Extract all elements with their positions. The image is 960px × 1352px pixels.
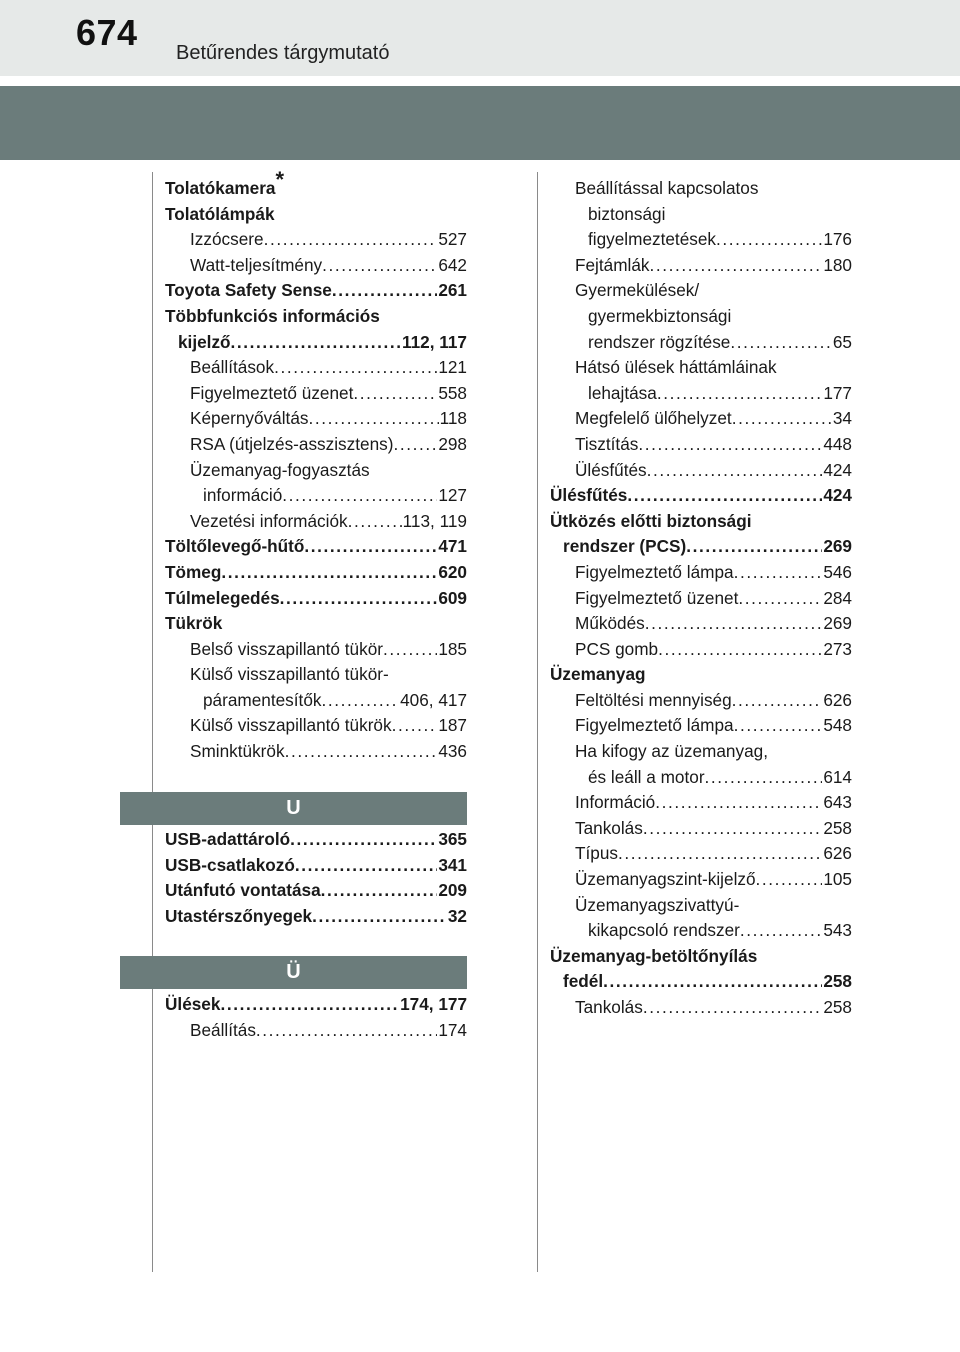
index-heading: Utánfutó vontatása ..... 209 [165,878,467,904]
index-entry: és leáll a motor ..... 614 [550,765,852,791]
index-heading: Túlmelegedés ..... 609 [165,586,467,612]
page-number: 674 [76,12,138,53]
index-entry: Üzemanyagszivattyú- [575,894,740,915]
index-column-left-u [165,827,467,929]
index-heading: USB-adattároló ..... 365 [165,827,467,853]
column-divider-left [152,172,153,1272]
index-heading: Többfunkciós információs [165,305,380,326]
asterisk-mark: * [275,167,285,192]
index-entry: Watt-teljesítmény ..... 642 [165,253,467,279]
index-entry: RSA (útjelzés-asszisztens) ..... 298 [165,432,467,458]
index-heading: USB-csatlakozó ..... 341 [165,853,467,879]
index-entry: Információ ..... 643 [550,790,852,816]
index-entry: Gyermekülések/ [575,280,700,301]
index-entry: kikapcsoló rendszer ..... 543 [550,918,852,944]
index-entry: Fejtámlák ..... 180 [550,253,852,279]
index-entry: Figyelmeztető üzenet ..... 558 [165,381,467,407]
page-title: Betűrendes tárgymutató [176,42,390,64]
index-entry: lehajtása ..... 177 [550,381,852,407]
index-entry: Beállítás ..... 174 [165,1018,467,1044]
index-entry: Belső visszapillantó tükör ..... 185 [165,637,467,663]
index-entry: Külső visszapillantó tükör- [190,664,389,685]
index-heading: Tolatókamera* [165,167,285,198]
index-entry: Beállítással kapcsolatos [575,178,759,198]
index-entry: Tankolás ..... 258 [550,995,852,1021]
index-entry: rendszer rögzítése ..... 65 [550,330,852,356]
index-entry: Vezetési információk ..... 113, 119 [165,509,467,535]
index-heading: Ülések ..... 174, 177 [165,992,467,1018]
index-column-left-uu [165,992,467,1043]
index-entry: Sminktükrök ..... 436 [165,739,467,765]
index-entry: gyermekbiztonsági [588,305,732,326]
index-heading: fedél ..... 258 [550,969,852,995]
index-entry: figyelmeztetések ..... 176 [550,227,852,253]
index-heading: Ütközés előtti biztonsági [550,510,752,531]
index-entry: páramentesítők ..... 406, 417 [165,688,467,714]
index-heading: Toyota Safety Sense ..... 261 [165,278,467,304]
index-heading: Töltőlevegő-hűtő ..... 471 [165,534,467,560]
index-entry: Megfelelő ülőhelyzet ..... 34 [550,406,852,432]
index-entry: Üzemanyag-fogyasztás [190,459,370,480]
index-entry: Külső visszapillantó tükrök ..... 187 [165,713,467,739]
index-heading: rendszer (PCS) ..... 269 [550,534,852,560]
index-heading: Üzemanyag [550,664,646,685]
index-entry: biztonsági [588,203,666,224]
index-heading: kijelző ..... 112, 117 [165,330,467,356]
header-strip [0,0,960,76]
section-letter-uu: Ü [120,956,467,989]
index-entry: Figyelmeztető lámpa ..... 546 [550,560,852,586]
index-entry: Működés ..... 269 [550,611,852,637]
index-entry: Izzócsere ..... 527 [165,227,467,253]
index-heading: Ülésfűtés ..... 424 [550,483,852,509]
index-entry: PCS gomb ..... 273 [550,637,852,663]
index-heading: Tolatólámpák [165,203,275,224]
index-entry: Tisztítás ..... 448 [550,432,852,458]
index-entry: Figyelmeztető üzenet ..... 284 [550,586,852,612]
index-heading: Üzemanyag-betöltőnyílás [550,945,758,966]
index-entry: Figyelmeztető lámpa ..... 548 [550,713,852,739]
index-column-right [550,176,852,1021]
section-letter-u: U [120,792,467,825]
index-entry: Ülésfűtés ..... 424 [550,458,852,484]
header-band [0,86,960,160]
index-entry: Ha kifogy az üzemanyag, [575,741,768,762]
index-entry: Feltöltési mennyiség ..... 626 [550,688,852,714]
index-entry: Tankolás ..... 258 [550,816,852,842]
index-entry: Hátsó ülések háttámláinak [575,357,777,378]
index-heading: Utastérszőnyegek ..... 32 [165,904,467,930]
index-column-left [165,167,467,765]
index-entry: Típus ..... 626 [550,841,852,867]
index-entry: információ ..... 127 [165,483,467,509]
column-divider-right [537,172,538,1272]
index-entry: Képernyőváltás ..... 118 [165,406,467,432]
index-heading: Tömeg ..... 620 [165,560,467,586]
index-entry: Üzemanyagszint-kijelző ..... 105 [550,867,852,893]
index-heading: Tükrök [165,613,223,634]
index-entry: Beállítások ..... 121 [165,355,467,381]
